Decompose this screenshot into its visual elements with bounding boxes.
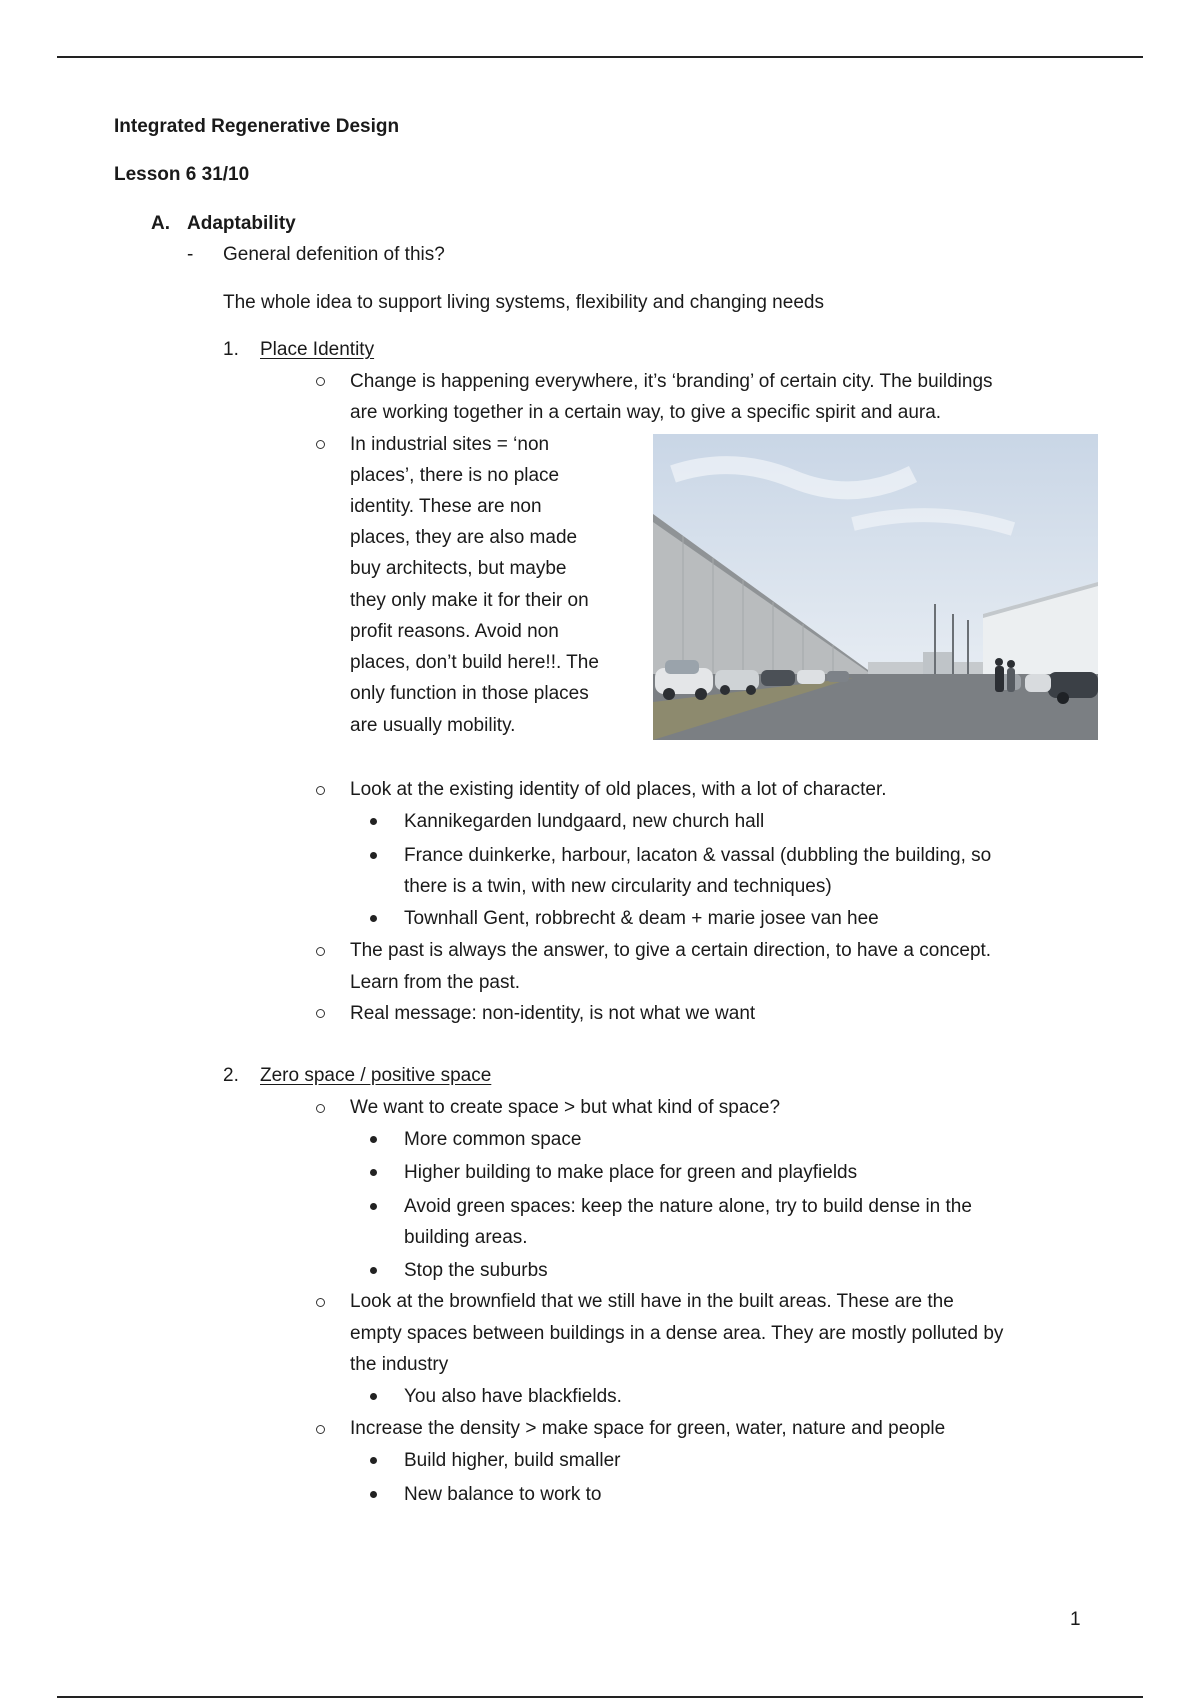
bullet-dot [370,1203,377,1210]
paragraph-line: empty spaces between buildings in a dense area. They are mostly polluted by [350,1323,1004,1344]
bottom-rule [57,1696,1143,1698]
paragraph-line: profit reasons. Avoid non [350,621,559,642]
sub-item: there is a twin, with new circularity and techniques) [404,876,832,897]
bullet-dot [370,1169,377,1176]
bullet-dot [370,915,377,922]
paragraph-line: In industrial sites = ‘non [350,434,550,455]
document-title: Integrated Regenerative Design [114,116,400,137]
sub-item: More common space [404,1129,582,1150]
paragraph-line: Increase the density > make space for green, water, nature and people [350,1418,946,1439]
page-number: 1 [1070,1609,1081,1630]
subheading-place-identity: Place Identity [260,339,375,360]
sub-item: building areas. [404,1227,528,1248]
sub-item: Build higher, build smaller [404,1450,621,1471]
bullet-dot [370,1491,377,1498]
paragraph-line: Change is happening everywhere, it’s ‘branding’ of certain city. The buildings [350,371,993,392]
list-number: 2. [223,1065,239,1086]
paragraph-line: The past is always the answer, to give a certain direction, to have a concept. [350,940,992,961]
paragraph-line: the industry [350,1354,449,1375]
sub-item: New balance to work to [404,1484,602,1505]
paragraph-line: are working together in a certain way, to give a specific spirit and aura. [350,402,942,423]
sub-item: Stop the suburbs [404,1260,548,1281]
circle-bullet [316,377,325,386]
circle-bullet [316,786,325,795]
paragraph-line: they only make it for their on [350,590,589,611]
paragraph-line: Look at the brownfield that we still have in the built areas. These are the [350,1291,954,1312]
sub-item: Kannikegarden lundgaard, new church hall [404,811,765,832]
dash-item: General defenition of this? [223,244,445,265]
circle-bullet [316,1425,325,1434]
top-rule [57,56,1143,58]
paragraph-line: identity. These are non [350,496,542,517]
list-number: 1. [223,339,239,360]
paragraph-line: We want to create space > but what kind of space? [350,1097,781,1118]
paragraph-line: only function in those places [350,683,589,704]
section-marker: A. [151,213,170,234]
subheading-zero-space: Zero space / positive space [260,1065,492,1086]
bullet-dot [370,818,377,825]
definition-text: The whole idea to support living systems, flexibility and changing needs [223,292,824,313]
paragraph-line: buy architects, but maybe [350,558,567,579]
paragraph-line: places, don’t build here!!. The [350,652,599,673]
paragraph-line: Real message: non-identity, is not what we want [350,1003,756,1024]
bullet-dot [370,1393,377,1400]
sub-item: Avoid green spaces: keep the nature alone, try to build dense in the [404,1196,972,1217]
bullet-dot [370,1267,377,1274]
circle-bullet [316,1104,325,1113]
sub-item: Higher building to make place for green and playfields [404,1162,858,1183]
photo-illustration [653,434,1098,740]
paragraph-line: Look at the existing identity of old places, with a lot of character. [350,779,887,800]
bullet-dot [370,1136,377,1143]
paragraph-line: Learn from the past. [350,972,521,993]
sub-item: Townhall Gent, robbrecht & deam + marie josee van hee [404,908,879,929]
circle-bullet [316,1009,325,1018]
circle-bullet [316,1298,325,1307]
lesson-heading: Lesson 6 31/10 [114,164,250,185]
paragraph-line: are usually mobility. [350,715,516,736]
paragraph-line: places, they are also made [350,527,578,548]
sub-item: France duinkerke, harbour, lacaton & vassal (dubbling the building, so [404,845,992,866]
bullet-dot [370,1457,377,1464]
bullet-dot [370,852,377,859]
industrial-site-photo [653,434,1098,740]
paragraph-line: places’, there is no place [350,465,560,486]
sub-item: You also have blackfields. [404,1386,622,1407]
dash-marker: - [187,244,194,265]
circle-bullet [316,947,325,956]
section-heading: Adaptability [187,213,296,234]
circle-bullet [316,440,325,449]
